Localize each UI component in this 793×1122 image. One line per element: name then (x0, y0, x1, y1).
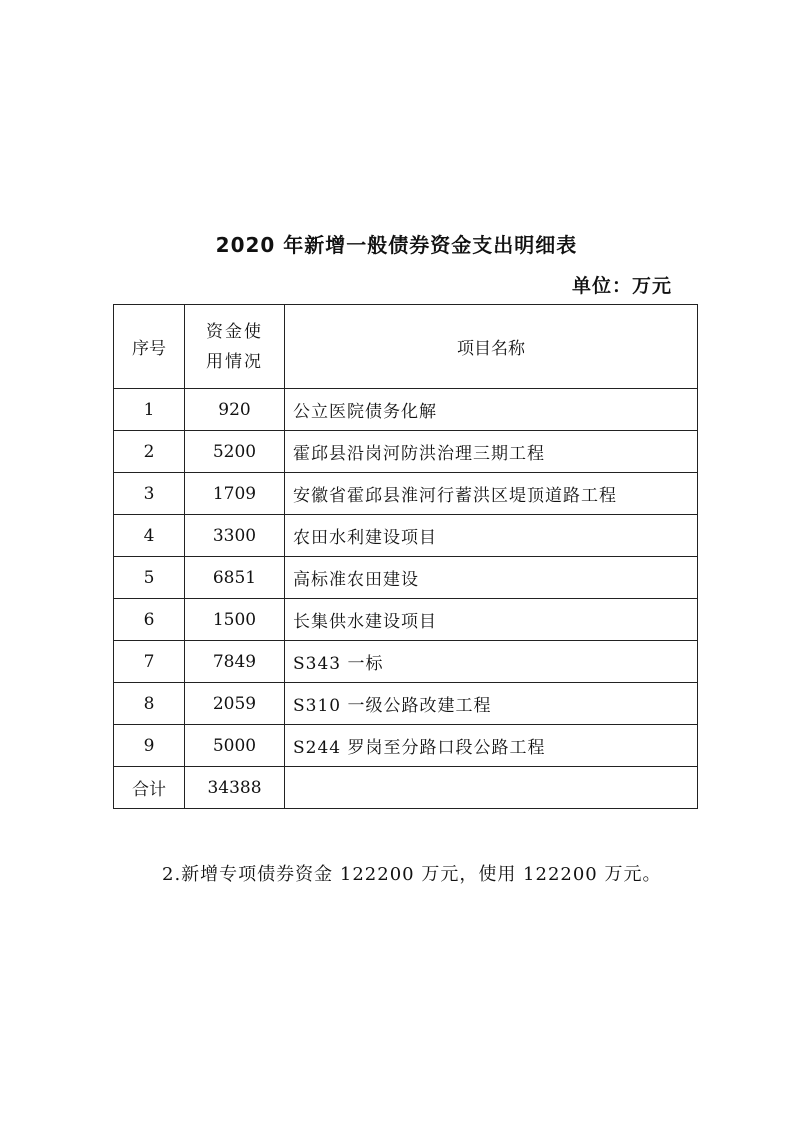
row-project-name: 霍邱县沿岗河防洪治理三期工程 (285, 431, 698, 473)
row-amount: 1500 (185, 599, 285, 641)
footnote-special-bonds: 2.新增专项债券资金 122200 万元，使用 122200 万元。 (162, 864, 662, 885)
row-amount: 3300 (185, 515, 285, 557)
row-seq: 6 (114, 599, 185, 641)
row-amount: 5000 (185, 725, 285, 767)
row-project-name: 高标准农田建设 (285, 557, 698, 599)
table-row (114, 683, 698, 725)
row-amount: 5200 (185, 431, 285, 473)
row-amount: 6851 (185, 557, 285, 599)
table-row (114, 557, 698, 599)
table-header-row (114, 305, 698, 389)
table-row (114, 641, 698, 683)
total-project-name (285, 767, 698, 809)
total-row (114, 767, 698, 809)
row-project-name: S244 罗岗至分路口段公路工程 (285, 725, 698, 767)
table-row (114, 725, 698, 767)
row-amount: 920 (185, 389, 285, 431)
expenditure-table (113, 304, 698, 809)
row-project-name: S343 一标 (285, 641, 698, 683)
unit-label: 单位：万元 (571, 275, 672, 297)
row-amount: 2059 (185, 683, 285, 725)
row-project-name: 农田水利建设项目 (285, 515, 698, 557)
row-amount: 1709 (185, 473, 285, 515)
row-seq: 3 (114, 473, 185, 515)
row-project-name: 公立医院债务化解 (285, 389, 698, 431)
header-amount (185, 305, 285, 389)
document-title: 2020 年新增一般债券资金支出明细表 (215, 233, 578, 257)
total-label: 合计 (114, 767, 185, 809)
table-row (114, 473, 698, 515)
row-seq: 2 (114, 431, 185, 473)
header-amount-line2: 用情况 (206, 351, 263, 372)
total-amount: 34388 (185, 767, 285, 809)
row-project-name: 长集供水建设项目 (285, 599, 698, 641)
header-amount-line1: 资金使 (206, 321, 263, 342)
header-seq: 序号 (114, 305, 185, 389)
row-seq: 4 (114, 515, 185, 557)
row-seq: 8 (114, 683, 185, 725)
header-name: 项目名称 (285, 305, 698, 389)
row-seq: 9 (114, 725, 185, 767)
row-seq: 7 (114, 641, 185, 683)
table-row (114, 599, 698, 641)
row-project-name: 安徽省霍邱县淮河行蓄洪区堤顶道路工程 (285, 473, 698, 515)
table-row (114, 431, 698, 473)
table-row (114, 515, 698, 557)
row-amount: 7849 (185, 641, 285, 683)
table-row (114, 389, 698, 431)
row-project-name: S310 一级公路改建工程 (285, 683, 698, 725)
row-seq: 5 (114, 557, 185, 599)
row-seq: 1 (114, 389, 185, 431)
